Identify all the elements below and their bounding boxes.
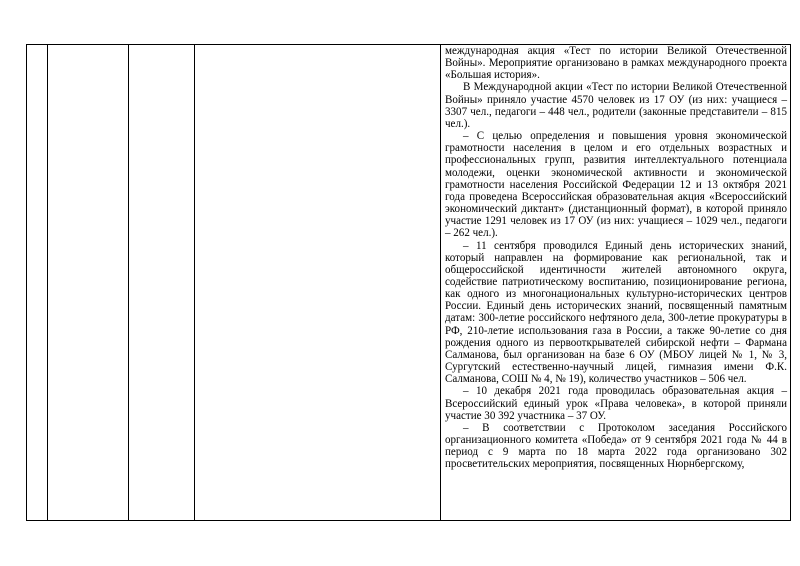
- paragraph: В Международной акции «Тест по истории Великой Отечественной Войны» приняло участие 4570 человек из 17 ОУ (из них: учащиеся – 3307 чел., педагоги – 448 чел., родители (законные представители – 815 чел.).: [445, 81, 787, 130]
- paragraph: – В соответствии с Протоколом заседания Российского организационного комитета «Победа» от 9 сентября 2021 года № 44 в период с 9 марта по 18 марта 2022 года организовано 302 просветительских мероприятия, посвященных Нюрнбергскому,: [445, 421, 787, 471]
- table-cell-description: [441, 45, 791, 521]
- table-row: [27, 45, 791, 521]
- report-table: [26, 44, 791, 521]
- table-cell-2: [48, 45, 129, 521]
- table-cell-3: [129, 45, 195, 521]
- table-cell-4: [195, 45, 441, 521]
- paragraph: – 10 декабря 2021 года проводилась образовательная акция – Всероссийский единый урок «Права человека», в которой приняли участие 30 392 участника – 37 ОУ.: [445, 385, 787, 422]
- paragraph: – С целью определения и повышения уровня экономической грамотности населения в целом и его отдельных возрастных и профессиональных групп, развития интеллектуального потенциала молодежи, оценки экономической активности и экономической грамотности населения Российской Федерации 12 и 13 октября 2021 года проведена Всероссийская образовательная акция «Всероссийский экономический диктант» (дистанционный формат), в которой приняло участие 1291 человек из 17 ОУ (из них: учащиеся – 1029 чел., педагоги – 262 чел.).: [445, 130, 787, 240]
- paragraph: – 11 сентября проводился Единый день исторических знаний, который направлен на формирование как региональной, так и общероссийской идентичности жителей автономного округа, содействие патриотическому воспитанию, позиционирование региона, как одного из многонациональных культурно-исторических центров России. Единый день исторических знаний, посвященный памятным датам: 300-летие российского нефтяного дела, 300-летие прокуратуры в РФ, 210-летие использования газа в России, а также 90-летие со дня рождения одного из первооткрывателей сибирской нефти – Фармана Салманова, был организован на базе 6 ОУ (МБОУ лицей № 1, № 3, Сургутский естественно-научный лицей, гимназия имени Ф.К. Салманова, СОШ № 4, № 19), количество участников – 506 чел.: [445, 239, 787, 386]
- table-cell-number: [27, 45, 48, 521]
- paragraph: международная акция «Тест по истории Великой Отечественной Войны». Мероприятие организовано в рамках международного проекта «Большая история».: [445, 45, 787, 82]
